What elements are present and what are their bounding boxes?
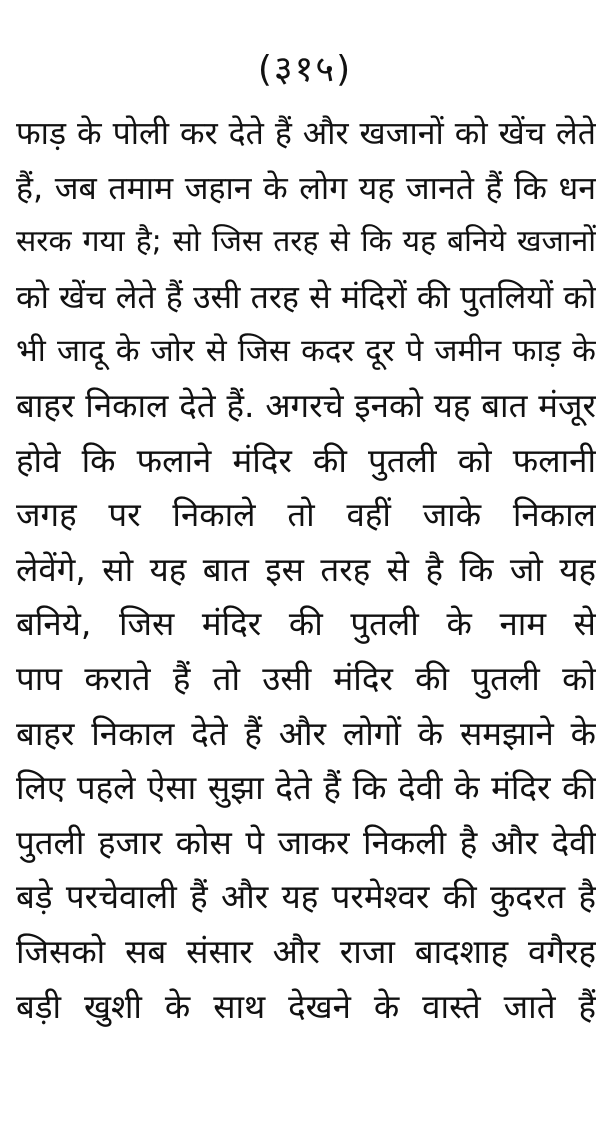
text-line: भी जादू के जोर से जिस कदर दूर पे जमीन फाड़ के	[16, 333, 596, 370]
text-line: पुतली हजार कोस पे जाकर निकली है और देवी	[16, 822, 596, 862]
text-line: जगह पर निकाले तो वहीं जाके निकाल	[16, 495, 596, 535]
text-line: जिसको सब संसार और राजा बादशाह वगैरह	[16, 931, 596, 971]
text-line: बड़े परचेवाली हैं और यह परमेश्वर की कुदरत है	[16, 877, 596, 917]
text-line: पाप कराते हैं तो उसी मंदिर की पुतली को	[16, 658, 596, 698]
body-text	[16, 106, 596, 1034]
text-line: लेवेंगे, सो यह बात इस तरह से है कि जो यह	[16, 549, 596, 589]
text-line: बड़ी खुशी के साथ देखने के वास्ते जाते हैं	[16, 986, 596, 1026]
text-line: बनिये, जिस मंदिर की पुतली के नाम से	[16, 604, 596, 644]
text-line: बाहर निकाल देते हैं. अगरचे इनको यह बात मंजूर	[16, 385, 596, 425]
text-line: फाड़ के पोली कर देते हैं और खजानों को खेंच लेते	[16, 114, 596, 152]
text-line: होवे कि फलाने मंदिर की पुतली को फलानी	[16, 440, 596, 480]
text-line: हैं, जब तमाम जहान के लोग यह जानते हैं कि धन	[16, 168, 596, 207]
text-line: को खेंच लेते हैं उसी तरह से मंदिरों की पुतलियों को	[16, 277, 596, 316]
text-line: लिए पहले ऐसा सुझा देते हैं कि देवी के मंदिर की	[16, 768, 596, 808]
text-line: बाहर निकाल देते हैं और लोगों के समझाने के	[16, 713, 596, 753]
text-line: सरक गया है; सो जिस तरह से कि यह बनिये खजानों	[16, 224, 596, 260]
page-number: (३१५)	[257, 49, 353, 90]
